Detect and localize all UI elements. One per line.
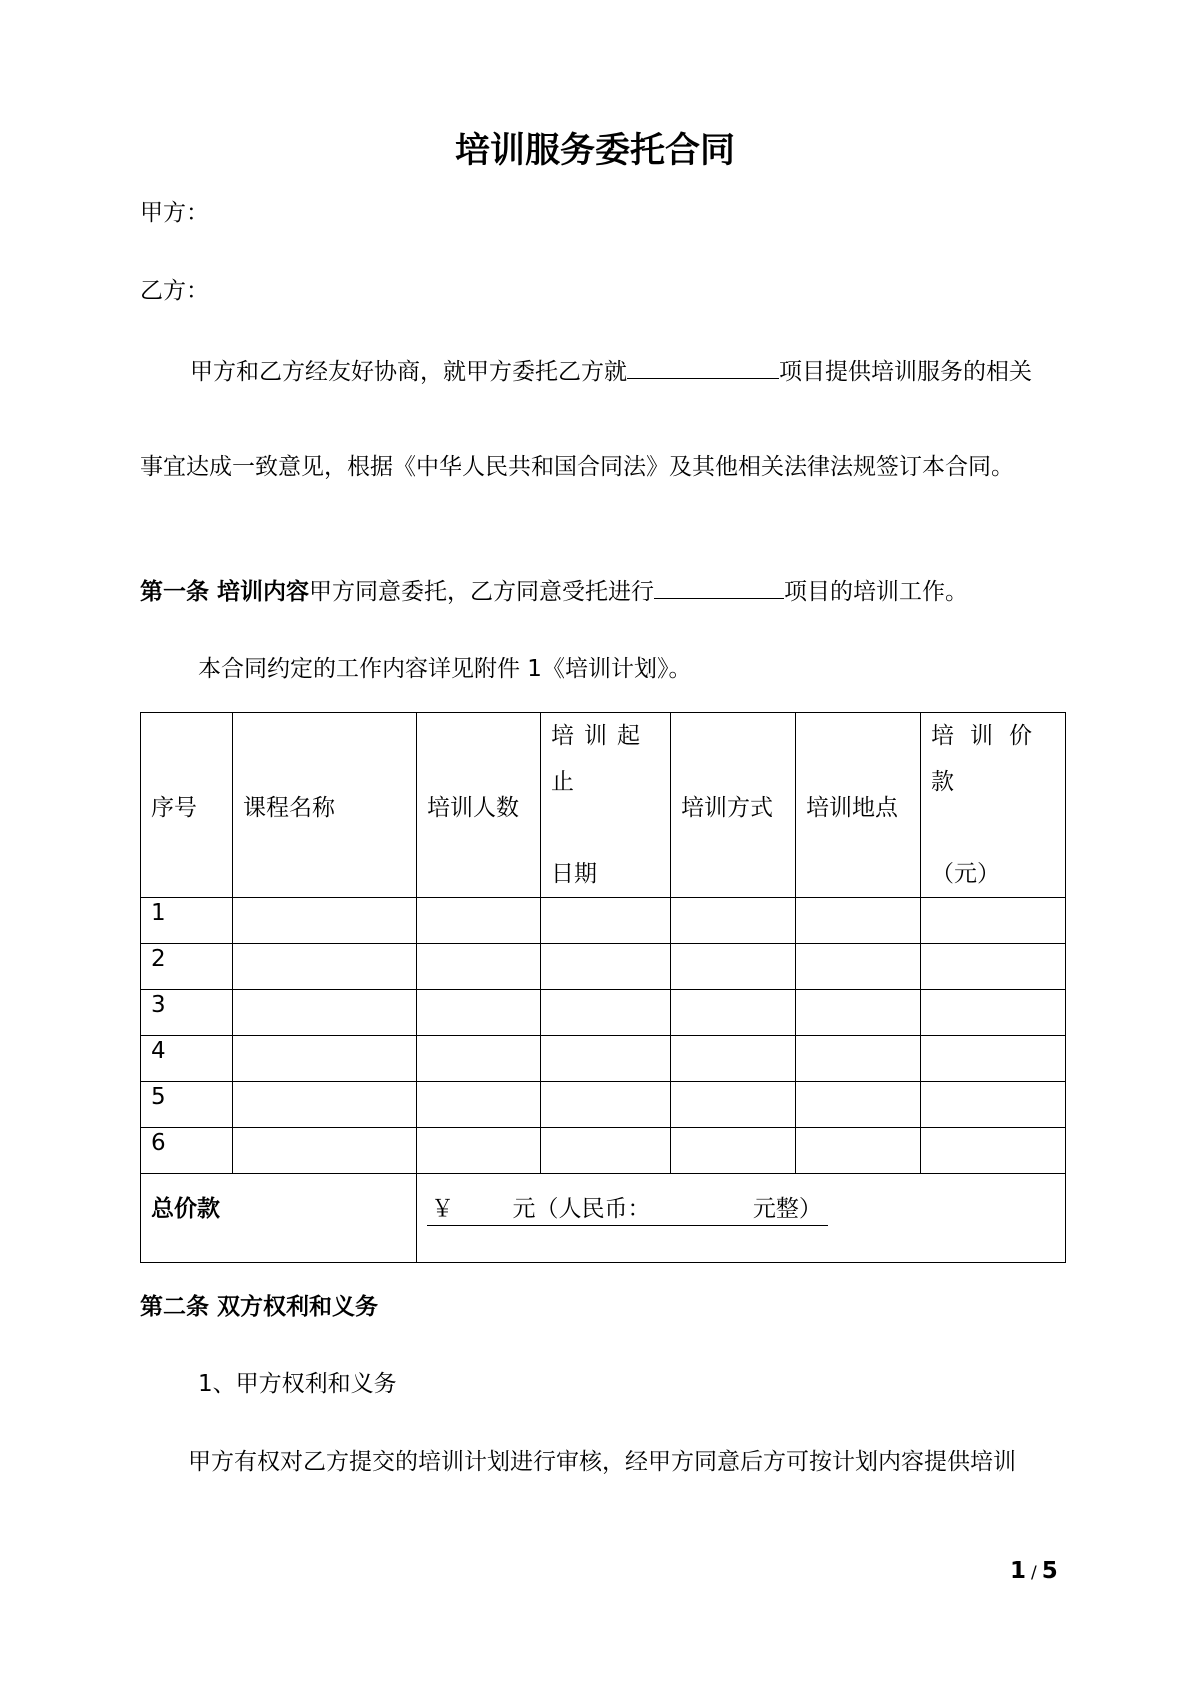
course-name-cell[interactable]: [233, 1082, 417, 1128]
dates-cell[interactable]: [541, 1036, 671, 1082]
table-row: [141, 944, 1066, 990]
course-name-cell[interactable]: [233, 1128, 417, 1174]
table-row: [141, 1036, 1066, 1082]
party-b-label: 乙方：: [140, 278, 209, 304]
training-project-blank[interactable]: [654, 572, 784, 599]
header-dates-line2: 日期: [551, 861, 597, 887]
method-cell[interactable]: [671, 1036, 796, 1082]
article-2-para-1: 甲方有权对乙方提交的培训计划进行审核，经甲方同意后方可按计划内容提供培训: [188, 1449, 1016, 1475]
price-cell[interactable]: [921, 1036, 1066, 1082]
price-cell[interactable]: [921, 944, 1066, 990]
dates-cell[interactable]: [541, 1128, 671, 1174]
intro-text-a: 甲方和乙方经友好协商，就甲方委托乙方就: [190, 359, 627, 385]
method-cell[interactable]: [671, 1128, 796, 1174]
header-index: 序号: [141, 713, 233, 898]
intro-text-b: 项目提供培训服务的相关: [779, 359, 1032, 385]
document-title: 培训服务委托合同: [454, 131, 735, 171]
method-cell[interactable]: [671, 944, 796, 990]
table-row: [141, 1128, 1066, 1174]
course-name-cell[interactable]: [233, 898, 417, 944]
location-cell[interactable]: [796, 990, 921, 1036]
price-cell[interactable]: [921, 1082, 1066, 1128]
row-index: 4: [141, 1036, 233, 1082]
location-cell[interactable]: [796, 1128, 921, 1174]
project-name-blank[interactable]: [627, 352, 779, 379]
trainee-count-cell[interactable]: [417, 1036, 541, 1082]
price-cell[interactable]: [921, 898, 1066, 944]
row-index: 3: [141, 990, 233, 1036]
header-price-line2: （元）: [931, 861, 1000, 887]
dates-cell[interactable]: [541, 898, 671, 944]
dates-cell[interactable]: [541, 990, 671, 1036]
price-cell[interactable]: [921, 990, 1066, 1036]
dates-cell[interactable]: [541, 944, 671, 990]
trainee-count-cell[interactable]: [417, 1128, 541, 1174]
course-name-cell[interactable]: [233, 990, 417, 1036]
course-name-cell[interactable]: [233, 1036, 417, 1082]
article-1-text-a: 甲方同意委托，乙方同意受托进行: [309, 579, 655, 605]
header-course-name: 课程名称: [233, 713, 417, 898]
intro-line-1: [190, 352, 1032, 389]
header-training-location: 培训地点: [796, 713, 921, 898]
page-number: [1010, 1558, 1058, 1584]
header-training-price: [921, 713, 1066, 898]
total-value-cell: [417, 1174, 1066, 1263]
table-total-row: [141, 1174, 1066, 1263]
party-a-label: 甲方：: [140, 200, 209, 226]
page-total: 5: [1041, 1558, 1058, 1584]
article-1-line: [140, 572, 968, 609]
total-label: 总价款: [141, 1174, 417, 1263]
header-trainee-count: 培训人数: [417, 713, 541, 898]
price-cell[interactable]: [921, 1128, 1066, 1174]
method-cell[interactable]: [671, 898, 796, 944]
article-2-heading: 第二条 双方权利和义务: [140, 1294, 379, 1320]
row-index: 5: [141, 1082, 233, 1128]
row-index: 6: [141, 1128, 233, 1174]
header-dates-line1: 培训起止: [551, 723, 650, 795]
article-1-note: 本合同约定的工作内容详见附件 1《培训计划》。: [198, 656, 692, 682]
location-cell[interactable]: [796, 1036, 921, 1082]
table-row: [141, 898, 1066, 944]
location-cell[interactable]: [796, 898, 921, 944]
dates-cell[interactable]: [541, 1082, 671, 1128]
table-row: [141, 1082, 1066, 1128]
intro-line-2: 事宜达成一致意见，根据《中华人民共和国合同法》及其他相关法律法规签订本合同。: [140, 454, 1014, 480]
table-header-row: [141, 713, 1066, 898]
location-cell[interactable]: [796, 1082, 921, 1128]
trainee-count-cell[interactable]: [417, 944, 541, 990]
trainee-count-cell[interactable]: [417, 1082, 541, 1128]
header-training-method: 培训方式: [671, 713, 796, 898]
location-cell[interactable]: [796, 944, 921, 990]
total-value[interactable]: ￥ 元（人民币： 元整）: [427, 1190, 828, 1226]
article-2-sub-1: 1、甲方权利和义务: [198, 1371, 397, 1397]
article-1-text-b: 项目的培训工作。: [784, 579, 969, 605]
row-index: 2: [141, 944, 233, 990]
trainee-count-cell[interactable]: [417, 898, 541, 944]
row-index: 1: [141, 898, 233, 944]
header-price-line1: 培训价款: [931, 723, 1048, 795]
course-name-cell[interactable]: [233, 944, 417, 990]
method-cell[interactable]: [671, 990, 796, 1036]
page-current: 1: [1010, 1558, 1027, 1584]
method-cell[interactable]: [671, 1082, 796, 1128]
header-training-dates: [541, 713, 671, 898]
table-row: [141, 990, 1066, 1036]
trainee-count-cell[interactable]: [417, 990, 541, 1036]
page-separator: /: [1031, 1563, 1037, 1583]
article-1-heading: 第一条 培训内容: [140, 579, 310, 605]
training-plan-table: [140, 712, 1066, 1263]
